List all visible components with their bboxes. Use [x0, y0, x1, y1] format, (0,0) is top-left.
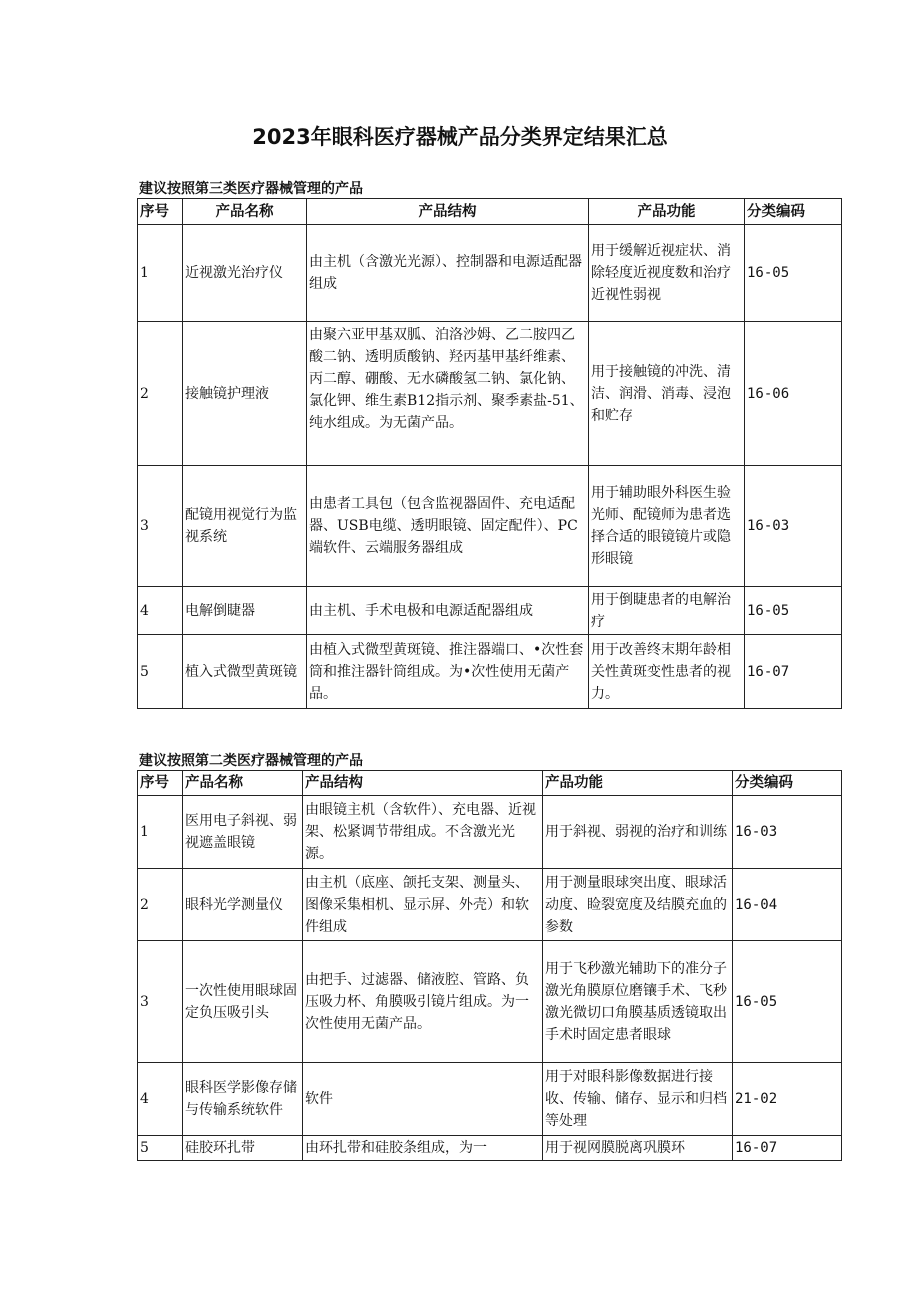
- cell-structure: 由眼镜主机（含软件）、充电器、近视架、松紧调节带组成。不含激光光源。: [303, 796, 543, 869]
- cell-no: 5: [138, 635, 183, 709]
- table-header-row: [138, 771, 842, 796]
- cell-function: 用于测量眼球突出度、眼球活动度、睑裂宽度及结膜充血的参数: [543, 869, 733, 941]
- cell-structure: 由主机（底座、颌托支架、测量头、图像采集相机、显示屏、外壳）和软件组成: [303, 869, 543, 941]
- cell-code: 16-03: [733, 796, 842, 869]
- table-row: [138, 635, 842, 709]
- header-no: 序号: [138, 199, 183, 225]
- cell-structure: 由植入式微型黄斑镜、推注器端口、•次性套筒和推注器针筒组成。为•次性使用无菌产品。: [307, 635, 589, 709]
- cell-code: 21-02: [733, 1063, 842, 1136]
- cell-structure: 由聚六亚甲基双胍、泊洛沙姆、乙二胺四乙酸二钠、透明质酸钠、羟丙基甲基纤维素、丙二醇、硼酸、无水磷酸氢二钠、氯化钠、氯化钾、维生素B12指示剂、聚季素盐-51、纯水组成。为无菌产品。: [307, 322, 589, 466]
- table-row: [138, 1063, 842, 1136]
- table-header-row: [138, 199, 842, 225]
- cell-function: 用于接触镜的冲洗、清洁、润滑、消毒、浸泡和贮存: [589, 322, 745, 466]
- cell-code: 16-07: [733, 1136, 842, 1161]
- table-class2: [137, 770, 842, 1161]
- header-code: 分类编码: [733, 771, 842, 796]
- cell-name: 硅胶环扎带: [183, 1136, 303, 1161]
- cell-no: 1: [138, 225, 183, 322]
- cell-no: 5: [138, 1136, 183, 1161]
- cell-code: 16-07: [745, 635, 842, 709]
- cell-structure: 软件: [303, 1063, 543, 1136]
- cell-function: 用于倒睫患者的电解治疗: [589, 587, 745, 635]
- header-structure: 产品结构: [303, 771, 543, 796]
- cell-name: 眼科光学测量仪: [183, 869, 303, 941]
- cell-no: 4: [138, 1063, 183, 1136]
- cell-code: 16-05: [733, 941, 842, 1063]
- table-row: [138, 466, 842, 587]
- section-label-class3: 建议按照第三类医疗器械管理的产品: [139, 181, 363, 197]
- cell-name: 配镜用视觉行为监视系统: [183, 466, 307, 587]
- cell-function: 用于对眼科影像数据进行接收、传输、储存、显示和归档等处理: [543, 1063, 733, 1136]
- cell-function: 用于视网膜脱离巩膜环: [543, 1136, 733, 1161]
- cell-code: 16-05: [745, 587, 842, 635]
- cell-structure: 由环扎带和硅胶条组成，为一: [303, 1136, 543, 1161]
- header-name: 产品名称: [183, 771, 303, 796]
- cell-function: 用于飞秒激光辅助下的准分子激光角膜原位磨镶手术、飞秒激光微切口角膜基质透镜取出手术时固定患者眼球: [543, 941, 733, 1063]
- table-row: [138, 225, 842, 322]
- cell-name: 医用电子斜视、弱视遮盖眼镜: [183, 796, 303, 869]
- cell-no: 4: [138, 587, 183, 635]
- cell-structure: 由把手、过滤器、储液腔、管路、负压吸力杯、角膜吸引镜片组成。为一次性使用无菌产品。: [303, 941, 543, 1063]
- cell-no: 1: [138, 796, 183, 869]
- section-label-class2: 建议按照第二类医疗器械管理的产品: [139, 753, 363, 769]
- cell-no: 2: [138, 322, 183, 466]
- table-row: [138, 322, 842, 466]
- table-class3: [137, 198, 842, 709]
- cell-structure: 由主机、手术电极和电源适配器组成: [307, 587, 589, 635]
- cell-code: 16-03: [745, 466, 842, 587]
- page-title: 2023年眼科医疗器械产品分类界定结果汇总: [252, 125, 668, 149]
- cell-name: 植入式微型黄斑镜: [183, 635, 307, 709]
- header-code: 分类编码: [745, 199, 842, 225]
- table-row: [138, 587, 842, 635]
- table-row: [138, 941, 842, 1063]
- cell-name: 近视激光治疗仪: [183, 225, 307, 322]
- cell-structure: 由主机（含激光光源）、控制器和电源适配器组成: [307, 225, 589, 322]
- table-row: [138, 796, 842, 869]
- cell-no: 3: [138, 466, 183, 587]
- cell-no: 2: [138, 869, 183, 941]
- cell-function: 用于改善终末期年龄相关性黄斑变性患者的视力。: [589, 635, 745, 709]
- header-function: 产品功能: [589, 199, 745, 225]
- cell-code: 16-05: [745, 225, 842, 322]
- header-function: 产品功能: [543, 771, 733, 796]
- header-structure: 产品结构: [307, 199, 589, 225]
- cell-structure: 由患者工具包（包含监视器固件、充电适配器、USB电缆、透明眼镜、固定配件）、PC端软件、云端服务器组成: [307, 466, 589, 587]
- cell-name: 接触镜护理液: [183, 322, 307, 466]
- cell-name: 电解倒睫器: [183, 587, 307, 635]
- cell-code: 16-06: [745, 322, 842, 466]
- table-row: [138, 1136, 842, 1161]
- cell-name: 眼科医学影像存储与传输系统软件: [183, 1063, 303, 1136]
- cell-no: 3: [138, 941, 183, 1063]
- header-no: 序号: [138, 771, 183, 796]
- cell-function: 用于斜视、弱视的治疗和训练: [543, 796, 733, 869]
- table-row: [138, 869, 842, 941]
- cell-function: 用于缓解近视症状、消除轻度近视度数和治疗近视性弱视: [589, 225, 745, 322]
- cell-name: 一次性使用眼球固定负压吸引头: [183, 941, 303, 1063]
- header-name: 产品名称: [183, 199, 307, 225]
- cell-function: 用于辅助眼外科医生验光师、配镜师为患者选择合适的眼镜镜片或隐形眼镜: [589, 466, 745, 587]
- cell-code: 16-04: [733, 869, 842, 941]
